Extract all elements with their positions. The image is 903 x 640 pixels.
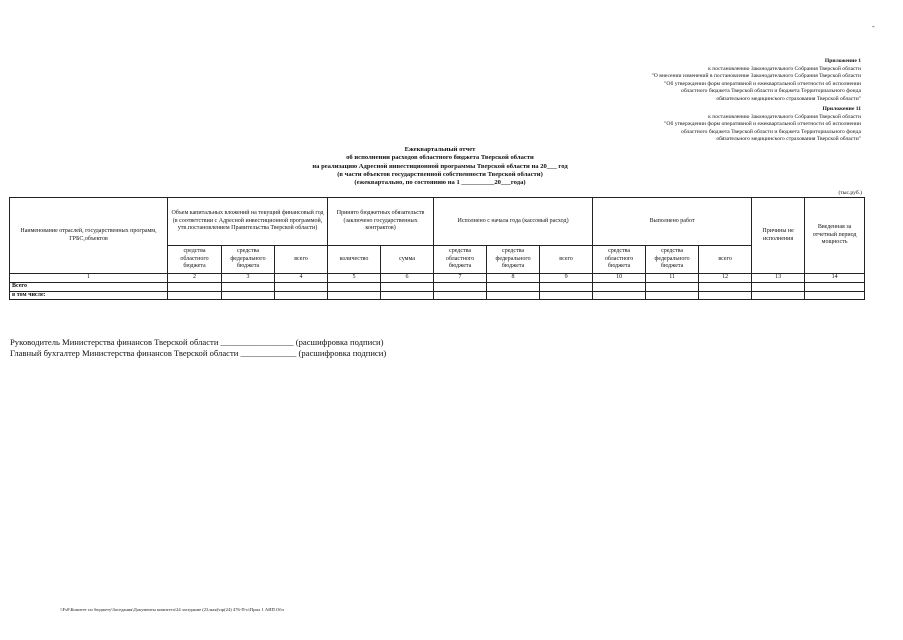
table-cell[interactable]: [646, 283, 699, 292]
column-number: 1: [10, 274, 168, 283]
table-cell[interactable]: [540, 291, 593, 300]
appendix-11-line: "Об утверждении форм оперативной и ежеквартальной отчетности об исполнении: [664, 121, 861, 128]
appendix-11-title: Приложение 11: [822, 106, 861, 112]
appendix-1-line: к постановлению Законодательного Собрания Тверской области: [708, 65, 861, 72]
file-path-footer: \\Fs0\Комитет по бюджету\Заседания\Документы комитета\24 заседание (23.мая)\пр(24) 476-П-п\Прил 1 АИП.Обл: [60, 607, 284, 612]
header-reasons: Причины не исполнения: [752, 198, 805, 274]
header-capital: Объем капитальных вложений на текущий финансовый год (в соответствии с Адресной инвестиционной программой, утв.постановлением Правительства Тверской области): [168, 198, 328, 246]
table-cell[interactable]: [328, 291, 381, 300]
appendix-1-block: [651, 58, 861, 104]
table-cell[interactable]: [752, 283, 805, 292]
appendix-1-line: обязательного медицинского страхования Тверской области": [716, 95, 861, 102]
column-number: 9: [540, 274, 593, 283]
report-table: [9, 197, 865, 300]
table-cell[interactable]: [275, 283, 328, 292]
table-cell[interactable]: [328, 283, 381, 292]
column-number: 12: [699, 274, 752, 283]
report-title-line: (ежеквартально, по состоянию на 1 __________20___года): [354, 179, 526, 187]
appendix-11-line: к постановлению Законодательного Собрания Тверской области: [708, 113, 861, 120]
column-number: 6: [381, 274, 434, 283]
header-name: Наименование отраслей, государственных программ, ГРБС,объектов: [10, 198, 168, 274]
subheader-regional: средства областного бюджета: [434, 246, 487, 274]
appendix-1-title: Приложение 1: [824, 58, 861, 64]
appendix-11-line: обязательного медицинского страхования Тверской области": [716, 136, 861, 143]
signature-block: [10, 337, 386, 359]
column-number: 4: [275, 274, 328, 283]
appendix-1-line: "О внесении изменений в постановление Законодательного Собрания Тверской области: [651, 73, 861, 80]
table-cell[interactable]: [487, 283, 540, 292]
corner-mark: -: [872, 22, 875, 31]
row-total-label: Всего: [10, 283, 168, 292]
subheader-sum: сумма: [381, 246, 434, 274]
header-capacity: Введенная за отчетный период мощность: [805, 198, 865, 274]
table-cell[interactable]: [699, 291, 752, 300]
table-cell[interactable]: [540, 283, 593, 292]
subheader-regional: средства областного бюджета: [593, 246, 646, 274]
table-cell[interactable]: [487, 291, 540, 300]
report-title-line: Ежеквартальный отчет: [404, 146, 476, 153]
table-cell[interactable]: [168, 291, 222, 300]
header-executed: Исполнено с начала года (кассовый расход): [434, 198, 593, 246]
table-cell[interactable]: [381, 283, 434, 292]
header-obligations: Принято бюджетных обязательств (заключено государственных контрактов): [328, 198, 434, 246]
table-row-total: [10, 283, 865, 292]
signature-head: Руководитель Министерства финансов Тверской области _________________ (расшифровка подписи): [10, 337, 384, 347]
report-title-line: (в части объектов государственной собственности Тверской области): [337, 170, 543, 178]
subheader-federal: средства федерального бюджета: [222, 246, 275, 274]
appendix-1-line: "Об утверждении форм оперативной и ежеквартальной отчетности об исполнении: [664, 80, 861, 87]
subheader-total: всего: [275, 246, 328, 274]
table-cell[interactable]: [805, 283, 865, 292]
table-cell[interactable]: [752, 291, 805, 300]
table-cell[interactable]: [646, 291, 699, 300]
column-number: 2: [168, 274, 222, 283]
appendix-1-line: областного бюджета Тверской области и бюджета Территориального фонда: [681, 88, 861, 95]
column-number: 11: [646, 274, 699, 283]
unit-label: (тыс.руб.): [838, 190, 862, 196]
column-number: 3: [222, 274, 275, 283]
table-cell[interactable]: [434, 283, 487, 292]
table-cell[interactable]: [593, 283, 646, 292]
table-cell[interactable]: [434, 291, 487, 300]
table-cell[interactable]: [805, 291, 865, 300]
column-number: 5: [328, 274, 381, 283]
subheader-federal: средства федерального бюджета: [646, 246, 699, 274]
table-cell[interactable]: [699, 283, 752, 292]
table-cell[interactable]: [275, 291, 328, 300]
table-cell[interactable]: [381, 291, 434, 300]
column-number: 10: [593, 274, 646, 283]
column-number: 13: [752, 274, 805, 283]
report-title-line: об исполнении расходов областного бюджета Тверской области: [346, 154, 534, 162]
table-cell[interactable]: [222, 283, 275, 292]
report-title: [220, 146, 660, 187]
table-row-including: [10, 291, 865, 300]
table-cell[interactable]: [593, 291, 646, 300]
column-number: 7: [434, 274, 487, 283]
appendix-11-block: [664, 106, 861, 144]
table-cell[interactable]: [168, 283, 222, 292]
row-including-label: в том числе:: [10, 291, 168, 300]
subheader-regional: средства областного бюджета: [168, 246, 222, 274]
column-number: 8: [487, 274, 540, 283]
signature-accountant: Главный бухгалтер Министерства финансов Тверской области _____________ (расшифровка подписи): [10, 348, 387, 358]
report-title-line: на реализацию Адресной инвестиционной программы Тверской области на 20___ год: [312, 162, 568, 170]
column-number-row: [10, 274, 865, 283]
header-works: Выполнено работ: [593, 198, 752, 246]
subheader-total: всего: [540, 246, 593, 274]
appendix-11-line: областного бюджета Тверской области и бюджета Территориального фонда: [681, 128, 861, 135]
column-number: 14: [805, 274, 865, 283]
subheader-federal: средства федерального бюджета: [487, 246, 540, 274]
subheader-total: всего: [699, 246, 752, 274]
subheader-count: количество: [328, 246, 381, 274]
table-cell[interactable]: [222, 291, 275, 300]
header-row-1: [10, 198, 865, 246]
